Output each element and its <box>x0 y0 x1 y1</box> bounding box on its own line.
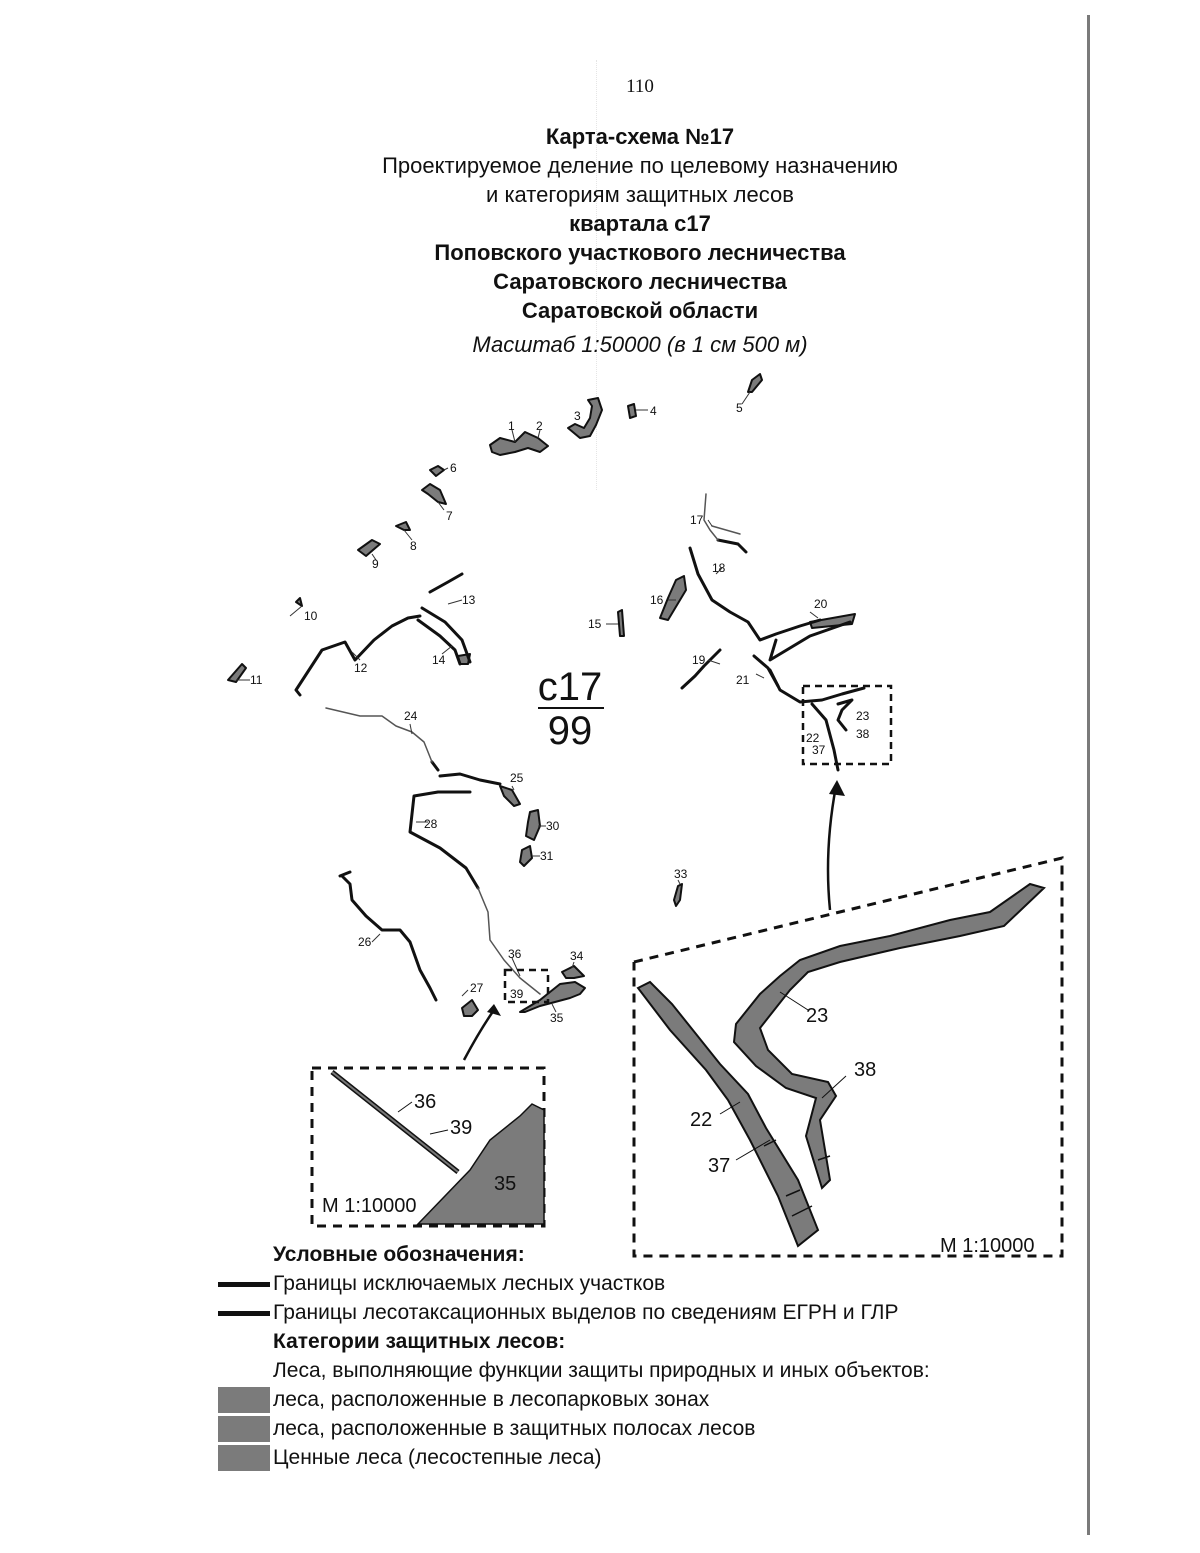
label-parcel-12: 12 <box>354 661 368 675</box>
parcel-34 <box>562 966 584 978</box>
label-parcel-21: 21 <box>736 673 750 687</box>
label-parcel-20: 20 <box>814 597 828 611</box>
map-title: Карта-схема №17 <box>545 124 735 149</box>
map-subtitle-1: Проектируемое деление по целевому назначению <box>382 153 898 178</box>
label-parcel-15: 15 <box>588 617 602 631</box>
parcel-8 <box>396 522 410 530</box>
label-parcel-24: 24 <box>404 709 418 723</box>
fill-swatch <box>218 1416 270 1442</box>
parcel-17 <box>718 540 746 552</box>
right-inset <box>634 858 1062 1256</box>
fill-swatch <box>218 1387 270 1413</box>
parcel-4 <box>628 404 636 418</box>
parcel-36 <box>478 888 540 994</box>
line-swatch <box>218 1311 270 1316</box>
label-parcel-30: 30 <box>546 819 560 833</box>
parcel-12 <box>296 616 420 695</box>
label-parcel-25: 25 <box>510 771 524 785</box>
parcel-18 <box>690 548 820 640</box>
arrow-to-right-inset <box>828 786 836 910</box>
label-parcel-10: 10 <box>304 609 318 623</box>
inset-right-label-23: 23 <box>806 1005 829 1027</box>
legend-label: Границы исключаемых лесных участков <box>273 1272 666 1295</box>
parcel-26-cap <box>340 872 350 876</box>
quarter-title: квартала с17 <box>569 211 711 236</box>
label-parcel-34: 34 <box>570 949 584 963</box>
parcel-25-line <box>440 774 500 784</box>
legend-label: Границы лесотаксационных выделов по сведениям ЕГРН и ГЛР <box>273 1301 899 1324</box>
inset-left-scale: М 1:10000 <box>322 1195 417 1217</box>
label-parcel-31: 31 <box>540 849 554 863</box>
inset-left-label-39: 39 <box>450 1117 473 1139</box>
parcel-10 <box>296 598 302 606</box>
parcel-28 <box>410 792 478 888</box>
label-parcel-38: 38 <box>856 727 870 741</box>
label-parcel-36: 36 <box>508 947 522 961</box>
label-parcel-27: 27 <box>470 981 484 995</box>
label-parcel-3: 3 <box>574 409 581 423</box>
label-parcel-11: 11 <box>250 673 263 687</box>
inset-right-label-38: 38 <box>854 1059 877 1081</box>
label-parcel-2: 2 <box>536 419 543 433</box>
label-parcel-19: 19 <box>692 653 706 667</box>
legend-item-valuable <box>216 1443 930 1472</box>
parcel-17c <box>712 526 740 534</box>
legend-item-protective-strips <box>216 1414 930 1443</box>
arrow-to-left-inset <box>464 1010 494 1060</box>
parcel-26 <box>342 876 436 1000</box>
parcel-27 <box>462 1000 478 1016</box>
label-parcel-35: 35 <box>550 1011 564 1025</box>
map-subtitle-2: и категориям защитных лесов <box>486 182 794 207</box>
parcel-30 <box>526 810 540 840</box>
thick-line-swatch <box>218 1282 270 1287</box>
label-parcel-5: 5 <box>736 401 743 415</box>
map-legend <box>216 1240 930 1472</box>
quarter-area: 99 <box>547 709 593 753</box>
label-parcel-9: 9 <box>372 557 379 571</box>
label-parcel-37: 37 <box>812 743 826 757</box>
forestry-title: Саратовского лесничества <box>493 269 787 294</box>
legend-label: леса, расположенные в лесопарковых зонах <box>273 1388 710 1411</box>
parcel-17b <box>704 494 718 540</box>
parcel-15 <box>618 610 624 636</box>
label-parcel-6: 6 <box>450 461 457 475</box>
parcel-33 <box>674 884 682 906</box>
parcel-13 <box>430 574 462 592</box>
label-parcel-26: 26 <box>358 935 372 949</box>
legend-item-forest-park <box>216 1385 930 1414</box>
parcel-7 <box>422 484 446 504</box>
label-parcel-22: 22 <box>806 731 820 745</box>
label-parcel-23: 23 <box>856 709 870 723</box>
parcel-31 <box>520 846 532 866</box>
parcel-23 <box>838 700 852 730</box>
label-parcel-16: 16 <box>650 593 664 607</box>
page-number: 110 <box>626 76 654 97</box>
district-title: Поповского участкового лесничества <box>434 240 846 265</box>
legend-label: леса, расположенные в защитных полосах лесов <box>273 1417 756 1440</box>
region-title: Саратовской области <box>521 298 759 323</box>
label-parcel-14: 14 <box>432 653 446 667</box>
parcel-9 <box>358 540 380 556</box>
fill-swatch <box>218 1445 270 1471</box>
label-parcel-13: 13 <box>462 593 476 607</box>
legend-label: Ценные леса (лесостепные леса) <box>273 1446 602 1469</box>
parcel-11 <box>228 664 246 682</box>
parcel-25 <box>500 786 520 806</box>
parcel-24-top <box>432 762 438 770</box>
parcel-1-2 <box>490 432 548 455</box>
parcel-13b <box>422 608 470 662</box>
legend-item-excluded-boundary <box>216 1269 930 1298</box>
legend-categories-heading: Категории защитных лесов: <box>273 1330 566 1353</box>
legend-protection-functions: Леса, выполняющие функции защиты природных и иных объектов: <box>273 1359 930 1382</box>
inset-right-label-22: 22 <box>690 1109 713 1131</box>
label-parcel-33: 33 <box>674 867 688 881</box>
label-parcel-18: 18 <box>712 561 726 575</box>
parcel-20 <box>770 622 850 660</box>
label-parcel-28: 28 <box>424 817 438 831</box>
parcel-6 <box>430 466 444 476</box>
label-parcel-8: 8 <box>410 539 417 553</box>
label-parcel-4: 4 <box>650 404 657 418</box>
inset-right-label-37: 37 <box>708 1155 731 1177</box>
label-parcel-17: 17 <box>690 513 704 527</box>
inset-left-label-36: 36 <box>414 1091 437 1113</box>
parcel-5 <box>748 374 762 392</box>
parcel-21 <box>754 656 778 686</box>
inset-right-scale: М 1:10000 <box>940 1235 1035 1257</box>
map-scale: Масштаб 1:50000 (в 1 см 500 м) <box>472 332 808 357</box>
quarter-number: с17 <box>537 665 603 709</box>
legend-item-taxation-boundary <box>216 1298 930 1327</box>
label-parcel-7: 7 <box>446 509 453 523</box>
label-parcel-39: 39 <box>510 987 524 1001</box>
parcel-16 <box>660 576 686 620</box>
legend-heading: Условные обозначения: <box>273 1243 525 1266</box>
inset-left-label-35: 35 <box>494 1173 517 1195</box>
label-parcel-1: 1 <box>508 419 515 433</box>
